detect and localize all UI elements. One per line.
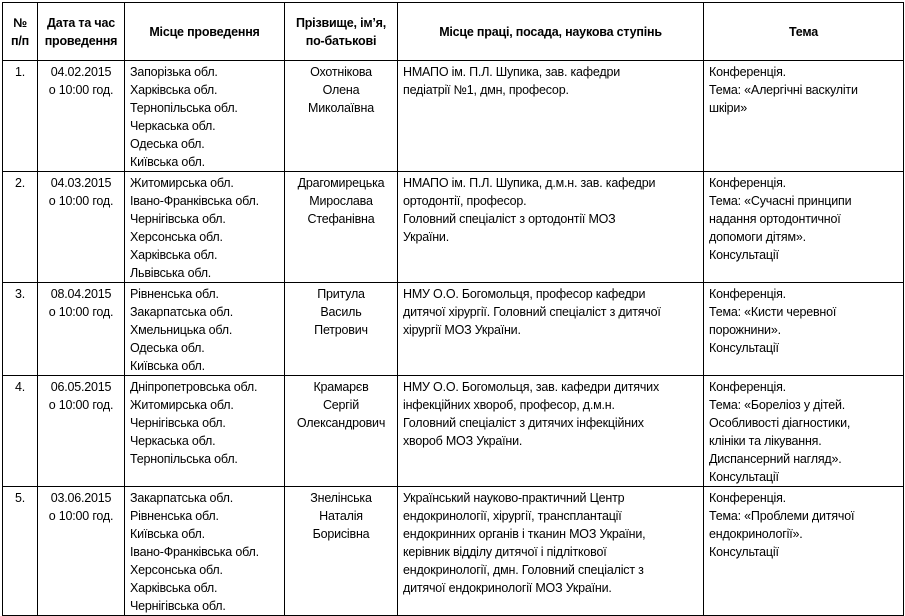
topic-line: Конференція. xyxy=(709,176,786,190)
row-number: 4. xyxy=(14,380,26,394)
speaker-name-cell xyxy=(285,283,398,376)
places-cell xyxy=(125,376,285,487)
row-number-cell xyxy=(3,376,38,487)
workplace-line: дитячої ендокринології МОЗ України. xyxy=(403,581,612,595)
header-date-line: проведення xyxy=(44,33,118,48)
row-number-cell xyxy=(3,487,38,616)
speaker-name-part: Стефанівна xyxy=(307,212,375,226)
event-time: о 10:00 год. xyxy=(48,398,114,412)
workplace-line: ортодонтії, професор. xyxy=(403,194,527,208)
topic-line: Консультації xyxy=(709,470,779,484)
topic-line: Тема: «Сучасні принципи xyxy=(709,194,852,208)
region-item: Черкаська обл. xyxy=(130,119,216,133)
workplace-cell xyxy=(398,487,704,616)
region-item: Черкаська обл. xyxy=(130,434,216,448)
region-item: Івано-Франківська обл. xyxy=(130,194,259,208)
region-item: Одеська обл. xyxy=(130,341,205,355)
places-cell xyxy=(125,61,285,172)
speaker-name-part: Притула xyxy=(317,287,365,301)
topic-line: Тема: «Кисти черевної xyxy=(709,305,837,319)
table-row xyxy=(3,61,904,172)
workplace-line: хірургії МОЗ України. xyxy=(403,323,521,337)
region-item: Херсонська обл. xyxy=(130,563,223,577)
table-row xyxy=(3,487,904,616)
topic-line: шкіри» xyxy=(709,101,747,115)
workplace-line: ендокринології, дмн. Головний спеціаліст з xyxy=(403,563,644,577)
region-item: Харківська обл. xyxy=(130,83,218,97)
workplace-line: керівник відділу дитячої і підліткової xyxy=(403,545,607,559)
workplace-cell xyxy=(398,172,704,283)
speaker-name-part: Крамарєв xyxy=(313,380,369,394)
topic-line: Тема: «Бореліоз у дітей. xyxy=(709,398,846,412)
row-number: 3. xyxy=(14,287,26,301)
event-time: о 10:00 год. xyxy=(48,194,114,208)
speaker-name-part: Миколаївна xyxy=(308,101,374,115)
header-work: Місце праці, посада, наукова ступінь xyxy=(398,3,704,61)
region-item: Житомирська обл. xyxy=(130,176,234,190)
table-row xyxy=(3,172,904,283)
topic-cell xyxy=(704,61,904,172)
speaker-name-part: Знелінська xyxy=(310,491,372,505)
workplace-line: хвороб МОЗ України. xyxy=(403,434,523,448)
workplace-cell xyxy=(398,283,704,376)
topic-line: порожнини». xyxy=(709,323,781,337)
region-item: Рівненська обл. xyxy=(130,287,219,301)
speaker-name-part: Мирослава xyxy=(309,194,373,208)
places-cell xyxy=(125,487,285,616)
row-number-cell xyxy=(3,61,38,172)
region-item: Закарпатська обл. xyxy=(130,305,234,319)
workplace-line: НМАПО ім. П.Л. Шупика, зав. кафедри xyxy=(403,65,620,79)
event-date: 03.06.2015 xyxy=(50,491,112,505)
topic-line: клініки та лікування. xyxy=(709,434,822,448)
region-item: Харківська обл. xyxy=(130,248,218,262)
topic-cell xyxy=(704,172,904,283)
speaker-name-part: Сергій xyxy=(322,398,360,412)
date-cell xyxy=(38,283,125,376)
region-item: Херсонська обл. xyxy=(130,230,223,244)
workplace-line: НМУ О.О. Богомольця, зав. кафедри дитячих xyxy=(403,380,660,394)
region-item: Київська обл. xyxy=(130,527,205,541)
region-item: Харківська обл. xyxy=(130,581,218,595)
header-topic: Тема xyxy=(704,3,904,61)
region-item: Рівненська обл. xyxy=(130,509,219,523)
region-item: Одеська обл. xyxy=(130,137,205,151)
places-cell xyxy=(125,172,285,283)
topic-line: Консультації xyxy=(709,545,779,559)
row-number: 2. xyxy=(14,176,26,190)
workplace-line: України. xyxy=(403,230,449,244)
places-cell xyxy=(125,283,285,376)
topic-line: Консультації xyxy=(709,248,779,262)
event-date: 04.03.2015 xyxy=(50,176,112,190)
workplace-line: Головний спеціаліст з дитячих інфекційних xyxy=(403,416,644,430)
header-name xyxy=(285,3,398,61)
event-date: 08.04.2015 xyxy=(50,287,112,301)
region-item: Тернопільська обл. xyxy=(130,452,238,466)
topic-line: Особливості діагностики, xyxy=(709,416,851,430)
date-cell xyxy=(38,172,125,283)
row-number: 5. xyxy=(14,491,26,505)
header-date xyxy=(38,3,125,61)
header-date-line: Дата та час xyxy=(47,15,115,30)
header-row xyxy=(3,3,904,61)
speaker-name-cell xyxy=(285,487,398,616)
speaker-name-cell xyxy=(285,61,398,172)
header-num xyxy=(3,3,38,61)
topic-cell xyxy=(704,376,904,487)
workplace-line: НМАПО ім. П.Л. Шупика, д.м.н. зав. кафедри xyxy=(403,176,656,190)
topic-line: Тема: «Проблеми дитячої xyxy=(709,509,855,523)
header-num-line: п/п xyxy=(11,33,29,48)
speaker-name-cell xyxy=(285,376,398,487)
region-item: Чернігівська обл. xyxy=(130,416,226,430)
event-time: о 10:00 год. xyxy=(48,305,114,319)
region-item: Київська обл. xyxy=(130,359,205,373)
workplace-line: Український науково-практичний Центр xyxy=(403,491,625,505)
workplace-cell xyxy=(398,61,704,172)
row-number: 1. xyxy=(14,65,26,79)
speaker-name-part: Василь xyxy=(320,305,362,319)
topic-line: надання ортодонтичної xyxy=(709,212,841,226)
event-time: о 10:00 год. xyxy=(48,83,114,97)
table-row xyxy=(3,283,904,376)
speaker-name-part: Драгомирецька xyxy=(297,176,385,190)
speaker-name-part: Олена xyxy=(322,83,360,97)
region-item: Тернопільська обл. xyxy=(130,101,238,115)
table-row xyxy=(3,376,904,487)
workplace-line: дитячої хірургії. Головний спеціаліст з дитячої xyxy=(403,305,661,319)
region-item: Чернігівська обл. xyxy=(130,599,226,613)
workplace-line: НМУ О.О. Богомольця, професор кафедри xyxy=(403,287,646,301)
event-time: о 10:00 год. xyxy=(48,509,114,523)
speaker-name-cell xyxy=(285,172,398,283)
topic-line: Тема: «Алергічні васкуліти xyxy=(709,83,858,97)
region-item: Закарпатська обл. xyxy=(130,491,234,505)
topic-line: допомоги дітям». xyxy=(709,230,806,244)
region-item: Чернігівська обл. xyxy=(130,212,226,226)
topic-line: ендокринології». xyxy=(709,527,803,541)
workplace-line: педіатрії №1, дмн, професор. xyxy=(403,83,569,97)
topic-line: Диспансерний нагляд». xyxy=(709,452,842,466)
schedule-table xyxy=(2,2,904,616)
speaker-name-part: Наталія xyxy=(319,509,363,523)
speaker-name-part: Охотнікова xyxy=(310,65,372,79)
topic-cell xyxy=(704,487,904,616)
region-item: Дніпропетровська обл. xyxy=(130,380,258,394)
workplace-line: інфекційних хвороб, професор, д.м.н. xyxy=(403,398,615,412)
header-name-line: Прізвище, ім’я, xyxy=(295,15,387,30)
topic-line: Конференція. xyxy=(709,287,786,301)
date-cell xyxy=(38,376,125,487)
workplace-line: Головний спеціаліст з ортодонтії МОЗ xyxy=(403,212,616,226)
speaker-name-part: Борисівна xyxy=(312,527,370,541)
row-number-cell xyxy=(3,283,38,376)
workplace-line: ендокринології, хірургії, трансплантації xyxy=(403,509,622,523)
event-date: 04.02.2015 xyxy=(50,65,112,79)
topic-line: Консультації xyxy=(709,341,779,355)
date-cell xyxy=(38,61,125,172)
topic-cell xyxy=(704,283,904,376)
date-cell xyxy=(38,487,125,616)
row-number-cell xyxy=(3,172,38,283)
topic-line: Конференція. xyxy=(709,491,786,505)
region-item: Житомирська обл. xyxy=(130,398,234,412)
region-item: Івано-Франківська обл. xyxy=(130,545,259,559)
header-name-line: по-батькові xyxy=(305,33,377,48)
event-date: 06.05.2015 xyxy=(50,380,112,394)
speaker-name-part: Петрович xyxy=(314,323,368,337)
region-item: Київська обл. xyxy=(130,155,205,169)
topic-line: Конференція. xyxy=(709,65,786,79)
workplace-cell xyxy=(398,376,704,487)
workplace-line: ендокринних органів і тканин МОЗ України, xyxy=(403,527,646,541)
region-item: Львівська обл. xyxy=(130,266,212,280)
header-place: Місце проведення xyxy=(125,3,285,61)
region-item: Хмельницька обл. xyxy=(130,323,233,337)
region-item: Запорізька обл. xyxy=(130,65,218,79)
header-num-line: № xyxy=(13,15,27,30)
topic-line: Конференція. xyxy=(709,380,786,394)
speaker-name-part: Олександрович xyxy=(296,416,386,430)
